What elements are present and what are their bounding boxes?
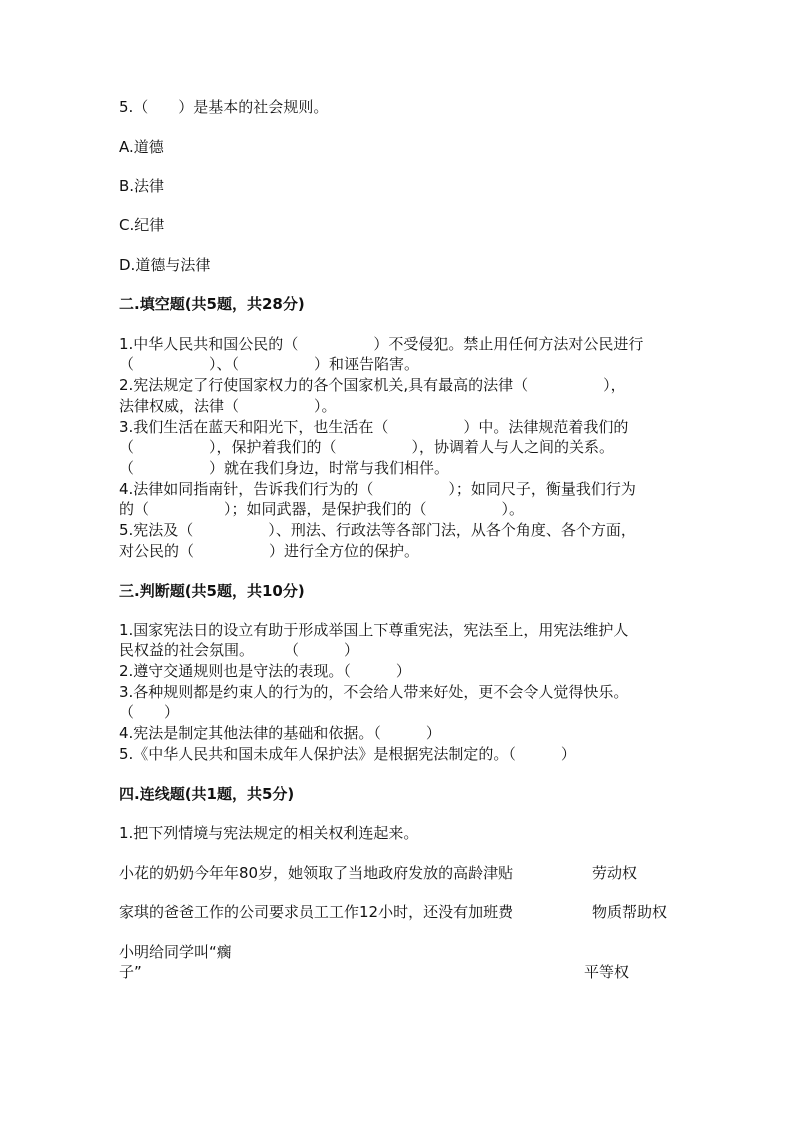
option-d: D.道德与法律 bbox=[119, 256, 211, 274]
judge-line: 4.宪法是制定其他法律的基础和依据。（ ） bbox=[119, 724, 441, 742]
fill-line: （ ），保护着我们的（ ），协调着人与人之间的关系。 bbox=[119, 438, 615, 456]
fill-line: （ ）、（ ）和诬告陷害。 bbox=[119, 355, 420, 373]
fill-line: 的（ ）；如同武器，是保护我们的（ ）。 bbox=[119, 500, 525, 518]
option-b: B.法律 bbox=[119, 177, 165, 195]
section-2-heading: 二.填空题(共5题，共28分) bbox=[119, 295, 305, 313]
section-3-heading: 三.判断题(共5题，共10分) bbox=[119, 582, 305, 600]
judge-line: （ ） bbox=[119, 703, 180, 721]
matching-instruction: 1.把下列情境与宪法规定的相关权利连起来。 bbox=[119, 824, 419, 842]
question-5-stem: 5.（ ）是基本的社会规则。 bbox=[119, 98, 329, 116]
judge-line: 1.国家宪法日的设立有助于形成举国上下尊重宪法，宪法至上，用宪法维护人 bbox=[119, 621, 629, 639]
situation-3-line-2: 子” bbox=[119, 963, 142, 981]
option-c: C.纪律 bbox=[119, 216, 165, 234]
fill-line: 3.我们生活在蓝天和阳光下，也生活在（ ）中。法律规范着我们的 bbox=[119, 418, 629, 436]
judge-line: 民权益的社会氛围。 （ ） bbox=[119, 641, 360, 659]
right-1: 劳动权 bbox=[592, 864, 638, 882]
judge-line: 2.遵守交通规则也是守法的表现。（ ） bbox=[119, 662, 411, 680]
fill-line: 法律权威，法律（ ）。 bbox=[119, 397, 337, 415]
fill-line: 5.宪法及（ ）、刑法、行政法等各部门法，从各个角度、各个方面， bbox=[119, 521, 636, 539]
fill-line: 2.宪法规定了行使国家权力的各个国家机关,具有最高的法律（ ）， bbox=[119, 376, 626, 394]
fill-line: 4.法律如同指南针，告诉我们行为的（ ）；如同尺子，衡量我们行为 bbox=[119, 480, 636, 498]
judge-line: 3.各种规则都是约束人的行为的，不会给人带来好处，更不会令人觉得快乐。 bbox=[119, 683, 629, 701]
section-4-heading: 四.连线题(共1题，共5分) bbox=[119, 785, 295, 803]
right-2: 物质帮助权 bbox=[592, 903, 668, 921]
judge-line: 5.《中华人民共和国未成年人保护法》是根据宪法制定的。（ ） bbox=[119, 745, 576, 763]
fill-line: 对公民的（ ）进行全方位的保护。 bbox=[119, 542, 420, 560]
situation-3-line-1: 小明给同学叫“瘸 bbox=[119, 943, 232, 961]
situation-2: 家琪的爸爸工作的公司要求员工工作12小时，还没有加班费 bbox=[119, 903, 514, 921]
fill-line: 1.中华人民共和国公民的（ ）不受侵犯。禁止用任何方法对公民进行 bbox=[119, 335, 644, 353]
situation-1: 小花的奶奶今年年80岁，她领取了当地政府发放的高龄津贴 bbox=[119, 864, 514, 882]
fill-line: （ ）就在我们身边，时常与我们相伴。 bbox=[119, 459, 450, 477]
option-a: A.道德 bbox=[119, 138, 164, 156]
right-3: 平等权 bbox=[584, 963, 630, 981]
